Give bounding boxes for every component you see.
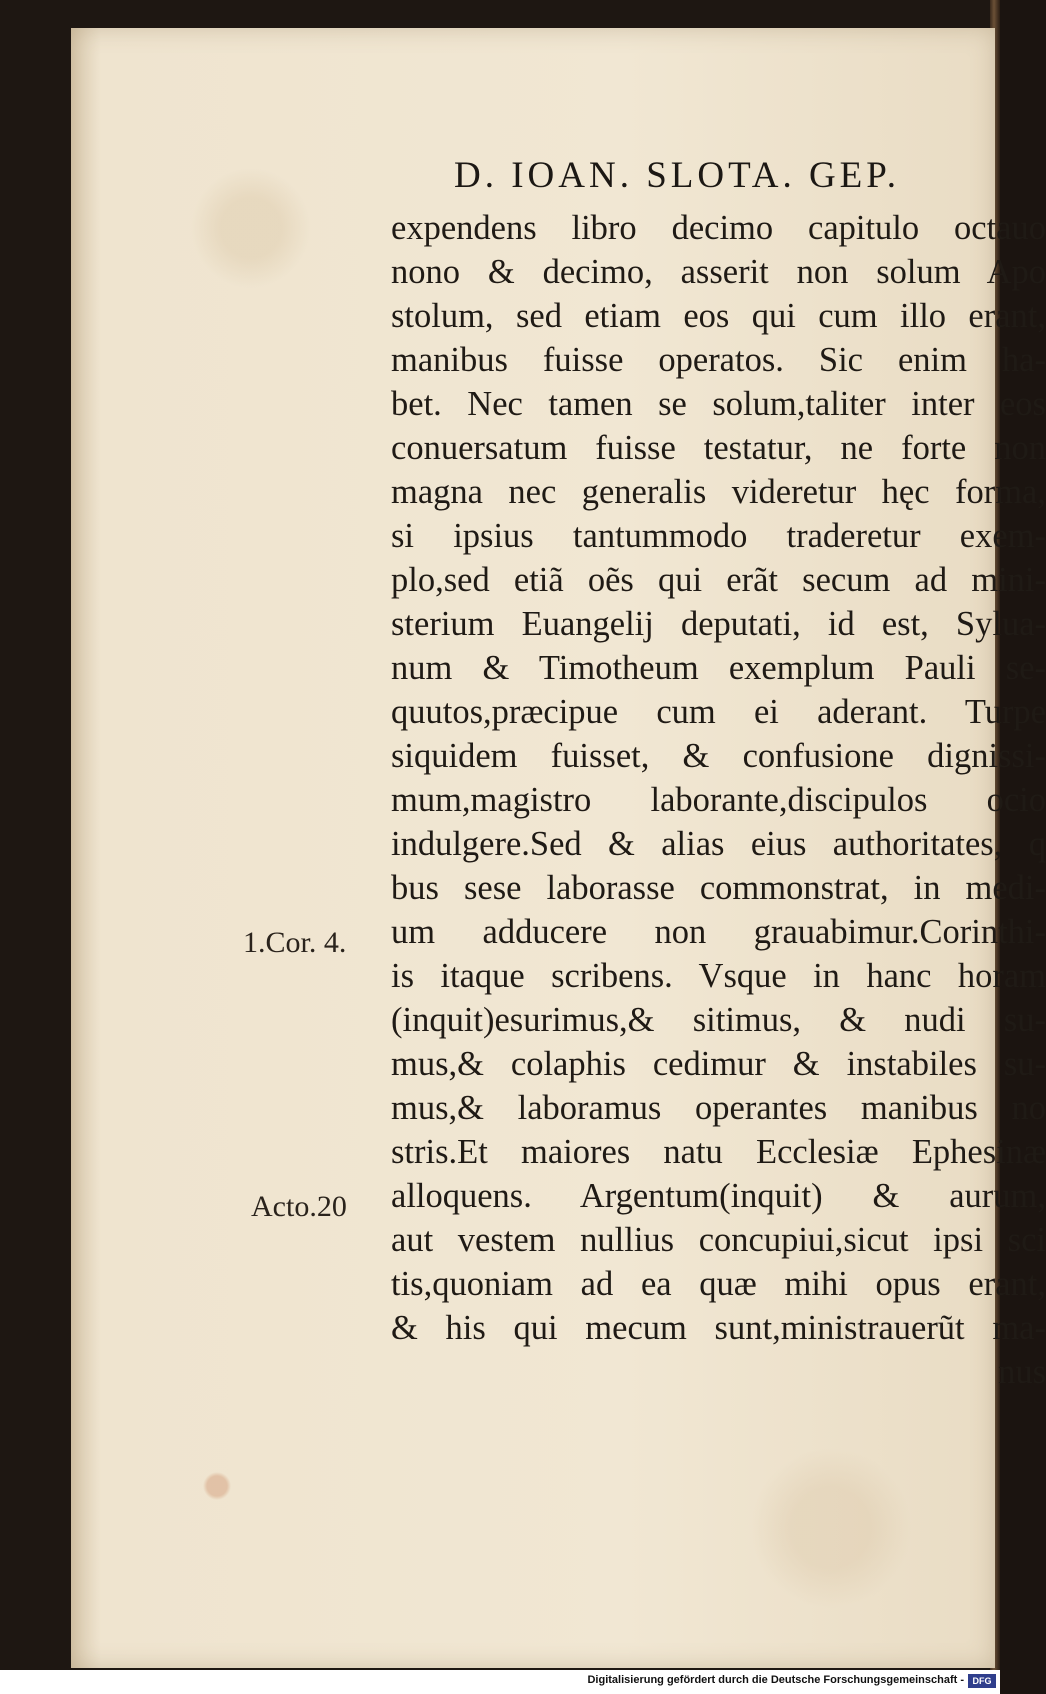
text-line: sterium Euangelij deputati, id est, Sylua- (391, 605, 1046, 643)
text-line: is itaque scribens. Vsque in hanc horam (391, 957, 1046, 995)
footer-bar (0, 1670, 1000, 1694)
text-line: bet. Nec tamen se solum,taliter inter eos (391, 385, 1046, 423)
running-head: D. IOAN. SLOTA. GEP. (454, 155, 901, 196)
text-line: mus,& colaphis cedimur & instabiles su- (391, 1045, 1046, 1083)
text-line: expendens libro decimo capitulo octauo (391, 209, 1046, 247)
text-line: num & Timotheum exemplum Pauli se- (391, 649, 1046, 687)
text-line: bus sese laborasse commonstrat, in medi- (391, 869, 1046, 907)
text-line: mum,magistro laborante,discipulos ocio (391, 781, 1046, 819)
text-line: indulgere.Sed & alias eius authoritates, q (391, 825, 1046, 863)
text-line: alloquens. Argentum(inquit) & aurum, (391, 1177, 1046, 1215)
text-line: conuersatum fuisse testatur, ne forte non (391, 429, 1046, 467)
footer-credit: Digitalisierung gefördert durch die Deutsche Forschungsgemeinschaft - (587, 1674, 964, 1686)
text-line: nus (998, 1353, 1046, 1391)
text-line: si ipsius tantummodo traderetur exem- (391, 517, 1046, 555)
text-line: magna nec generalis videretur hęc forma, (391, 473, 1046, 511)
text-line: quutos,præcipue cum ei aderant. Turpe (391, 693, 1046, 731)
marginal-note: 1.Cor. 4. (243, 926, 347, 959)
text-line: tis,quoniam ad ea quæ mihi opus erant, (391, 1265, 1046, 1303)
dfg-logo: DFG (968, 1674, 996, 1688)
text-line: stolum, sed etiam eos qui cum illo erant, (391, 297, 1046, 335)
text-line: manibus fuisse operatos. Sic enim ha- (391, 341, 1046, 379)
text-line: aut vestem nullius concupiui,sicut ipsi sci (391, 1221, 1046, 1259)
text-line: mus,& laboramus operantes manibus no (391, 1089, 1046, 1127)
text-line: um adducere non grauabimur.Corinthi- (391, 913, 1046, 951)
text-line: nono & decimo, asserit non solum Apo (391, 253, 1046, 291)
text-line: (inquit)esurimus,& sitimus, & nudi su- (391, 1001, 1046, 1039)
body-text (391, 206, 1046, 1394)
text-line: stris.Et maiores natu Ecclesiæ Ephesinæ (391, 1133, 1046, 1171)
text-line: siquidem fuisset, & confusione dignissi- (391, 737, 1046, 775)
text-line: & his qui mecum sunt,ministrauerũt ma- (391, 1309, 1046, 1347)
text-line: plo,sed etiã oẽs qui erãt secum ad mini- (391, 561, 1046, 599)
marginal-note: Acto.20 (251, 1190, 347, 1223)
book-page (71, 28, 1046, 1668)
